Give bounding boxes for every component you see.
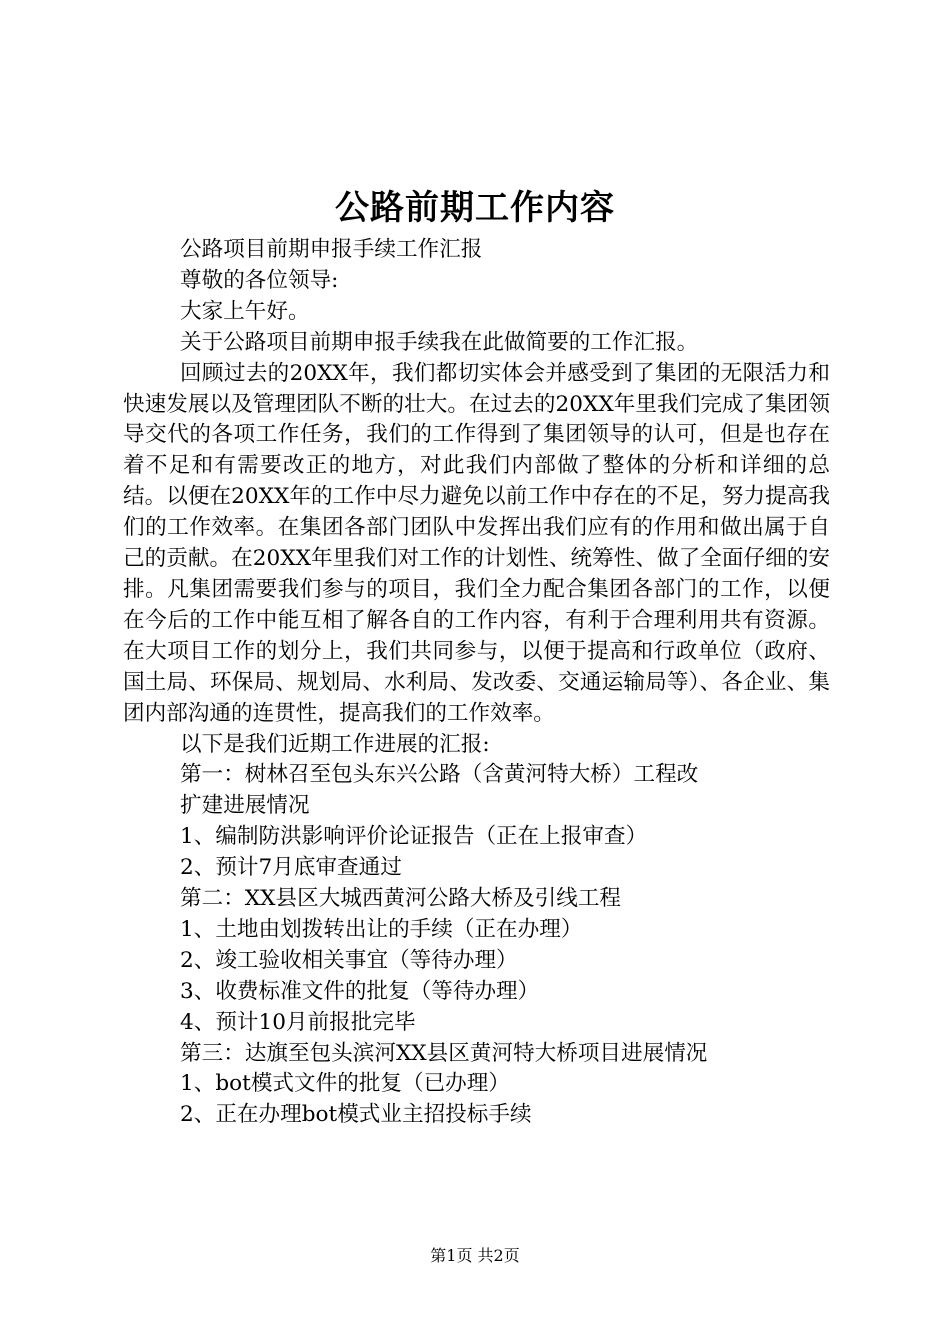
section-two-item-4: 4、预计10月前报批完毕 [180,1009,416,1035]
section-two-heading: 第二：XX县区大城西黄河公路大桥及引线工程 [180,886,622,912]
section-three-item-1: 1、bot模式文件的批复（已办理） [180,1071,510,1097]
document-title: 公路前期工作内容 [335,188,615,228]
section-two-item-2: 2、竣工验收相关事宜（等待办理） [180,947,518,973]
page-number-footer: 第1页 共2页 [430,1246,520,1265]
section-three-item-2: 2、正在办理bot模式业主招投标手续 [180,1102,532,1128]
document-body [123,235,830,1131]
section-three-heading: 第三：达旗至包头滨河XX县区黄河特大桥项目进展情况 [180,1040,708,1066]
section-two-item-3: 3、收费标准文件的批复（等待办理） [180,978,540,1004]
progress-intro-line: 以下是我们近期工作进展的汇报: [180,731,490,757]
section-one-item-2: 2、预计7月底审查通过 [180,855,402,881]
greeting-line: 大家上午好。 [180,298,310,324]
main-paragraph: 回顾过去的20XX年，我们都切实体会并感受到了集团的无限活力和快速发展以及管理团队不断的壮大。在过去的20XX年里我们完成了集团领导交代的各项工作任务，我们的工作得到了集团领导的认可，但是也存在着不足和有需要改正的地方，对此我们内部做了整体的分析和详细的总结。以便在20XX年的工作中尽力避免以前工作中存在的不足，努力提高我们的工作效率。在集团各部门团队中发挥出我们应有的作用和做出属于自己的贡献。在20XX年里我们对工作的计划性、统筹性、做了全面仔细的安排。凡集团需要我们参与的项目，我们全力配合集团各部门的工作，以便在今后的工作中能互相了解各自的工作内容，有利于合理利用共有资源。在大项目工作的划分上，我们共同参与，以便于提高和行政单位（政府、国土局、环保局、规划局、水利局、发改委、交通运输局等）、各企业、集团内部沟通的连贯性，提高我们的工作效率。 [123,360,830,726]
section-one-item-1: 1、编制防洪影响评价论证报告（正在上报审查） [180,824,648,850]
section-one-heading: 第一：树林召至包头东兴公路（含黄河特大桥）工程改 [180,762,699,788]
section-one-heading-continued: 扩建进展情况 [180,793,310,819]
report-heading-line: 公路项目前期申报手续工作汇报 [180,237,483,262]
salutation-line: 尊敬的各位领导: [180,267,339,293]
intro-line: 关于公路项目前期申报手续我在此做简要的工作汇报。 [180,329,699,355]
section-two-item-1: 1、土地由划拨转出让的手续（正在办理） [180,916,583,942]
